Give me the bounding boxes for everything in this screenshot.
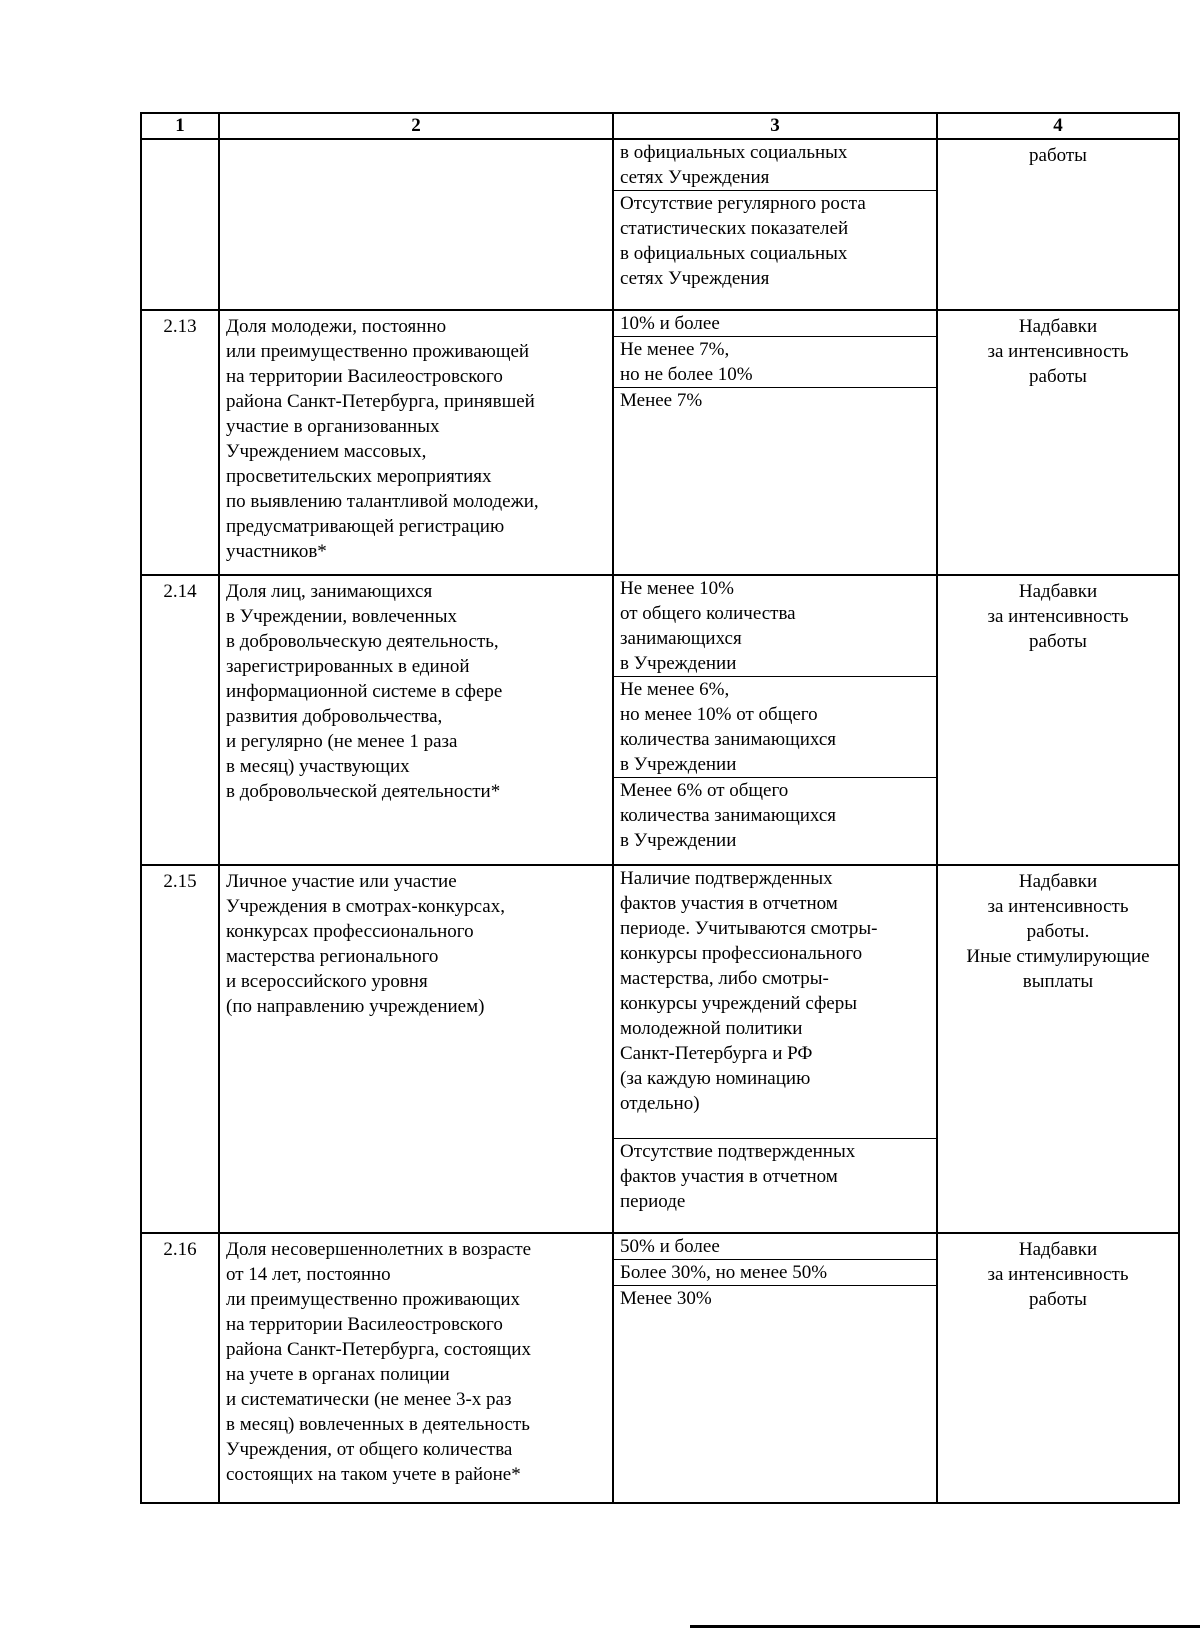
payment-type-cell: [937, 139, 1179, 310]
indicator-text: Личное участие или участие Учреждения в смотрах-конкурсах, конкурсах профессионального мастерства регионального и всероссийского уровня (по направлению учреждением): [226, 871, 505, 1017]
payment-type-cell: [937, 1233, 1179, 1503]
criteria-item: Отсутствие регулярного роста статистических показателей в официальных социальных сетях Учреждения: [620, 193, 866, 289]
payment-type-cell: [937, 310, 1179, 575]
criteria-item: Не менее 6%, но менее 10% от общего количества занимающихся в Учреждении: [614, 677, 936, 778]
criteria-cell: [613, 1233, 937, 1503]
row-number: [141, 1233, 219, 1503]
table-row: [141, 139, 1179, 310]
criteria-item: 50% и более: [614, 1234, 936, 1260]
row-number: [141, 865, 219, 1233]
indicator-text: [220, 140, 612, 143]
table-row: [141, 1233, 1179, 1503]
indicator-text: Доля несовершеннолетних в возрасте от 14 лет, постоянно ли преимущественно проживающих на территории Василеостровского района Санкт-Петербурга, состоящих на учете в органах полиции и систематически (не менее 3-х раз в месяц) вовлеченных в деятельность Учреждения, от общего количества состоящих на таком учете в районе*: [226, 1239, 532, 1485]
criteria-cell: [613, 139, 937, 310]
row-number-text: 2.15: [163, 871, 197, 892]
row-number-text: 2.16: [163, 1239, 197, 1260]
payment-type-text: Надбавки за интенсивность работы: [987, 1239, 1129, 1310]
indicator-text: Доля лиц, занимающихся в Учреждении, вовлеченных в добровольческую деятельность, зарегистрированных в единой информационной системе в сфере развития добровольчества, и регулярно (не менее 1 раза в месяц) участвующих в добровольческой деятельности*: [226, 581, 503, 802]
header-col-3: 3: [613, 113, 937, 139]
criteria-item: Наличие подтвержденных фактов участия в отчетном периоде. Учитываются смотры- конкурсы профессионального мастерства, либо смотры- конкурсы учреждений сферы молодежной политики Санкт-Петербурга и РФ (за каждую номинацию отдельно): [614, 866, 936, 1139]
payment-type-cell: [937, 575, 1179, 865]
header-col-4: 4: [937, 113, 1179, 139]
indicator-cell: [219, 139, 613, 310]
criteria-cell: [613, 310, 937, 575]
payment-type-text: Надбавки за интенсивность работы. Иные стимулирующие выплаты: [966, 871, 1150, 992]
indicator-cell: [219, 1233, 613, 1503]
payment-type-text: работы: [1029, 145, 1087, 166]
criteria-item: Менее 7%: [620, 390, 703, 411]
indicator-cell: [219, 310, 613, 575]
header-col-2: 2: [219, 113, 613, 139]
row-number-text: 2.13: [163, 316, 197, 337]
indicator-cell: [219, 865, 613, 1233]
criteria-cell: [613, 865, 937, 1233]
table-row: [141, 865, 1179, 1233]
payment-type-text: Надбавки за интенсивность работы: [987, 316, 1129, 387]
criteria-item: в официальных социальных сетях Учреждения: [614, 140, 936, 191]
criteria-table: [140, 112, 1180, 1504]
criteria-item: Менее 6% от общего количества занимающихся в Учреждении: [620, 780, 836, 851]
criteria-item: Не менее 10% от общего количества занимающихся в Учреждении: [614, 576, 936, 677]
table-row: [141, 575, 1179, 865]
row-number-text: [142, 140, 218, 143]
table-row: [141, 310, 1179, 575]
payment-type-cell: [937, 865, 1179, 1233]
indicator-text: Доля молодежи, постоянно или преимущественно проживающей на территории Василеостровского района Санкт-Петербурга, принявшей участие в организованных Учреждением массовых, просветительских мероприятиях по выявлению талантливой молодежи, предусматривающей регистрацию участников*: [226, 316, 539, 562]
criteria-item: Не менее 7%, но не более 10%: [614, 337, 936, 388]
indicator-cell: [219, 575, 613, 865]
row-number: [141, 575, 219, 865]
criteria-item: 10% и более: [614, 311, 936, 337]
criteria-item: Менее 30%: [620, 1288, 712, 1309]
payment-type-text: Надбавки за интенсивность работы: [987, 581, 1129, 652]
row-number: [141, 139, 219, 310]
criteria-cell: [613, 575, 937, 865]
criteria-item: Более 30%, но менее 50%: [614, 1260, 936, 1286]
row-number: [141, 310, 219, 575]
table-header-row: [141, 113, 1179, 139]
footer-rule: [690, 1625, 1200, 1628]
criteria-item: Отсутствие подтвержденных фактов участия в отчетном периоде: [620, 1141, 856, 1212]
row-number-text: 2.14: [163, 581, 197, 602]
header-col-1: 1: [141, 113, 219, 139]
